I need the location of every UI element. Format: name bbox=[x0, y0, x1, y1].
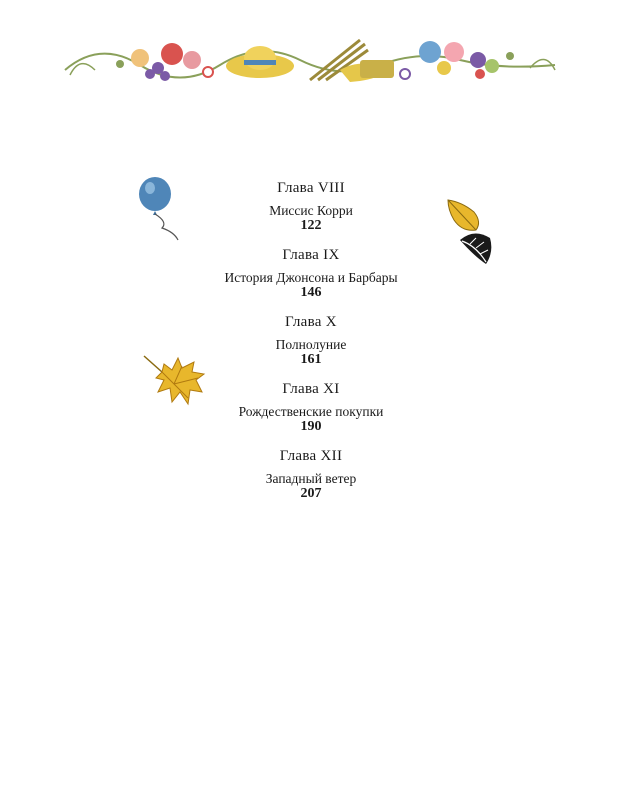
chapter-title: История Джонсона и Барбары bbox=[224, 270, 398, 285]
page-number: 190 bbox=[300, 419, 322, 434]
chapter-heading: Глава XI bbox=[282, 381, 340, 397]
toc-entry bbox=[0, 380, 622, 434]
page-number: 207 bbox=[300, 486, 322, 501]
toc-entry bbox=[0, 179, 622, 233]
chapter-title: Миссис Корри bbox=[269, 203, 353, 218]
page-number: 146 bbox=[300, 285, 322, 300]
chapter-heading: Глава IX bbox=[282, 247, 340, 263]
chapter-heading: Глава VIII bbox=[277, 180, 345, 196]
floral-border-illustration bbox=[60, 30, 560, 92]
page-number: 161 bbox=[300, 352, 322, 367]
page-number: 122 bbox=[300, 218, 322, 233]
chapter-heading: Глава XII bbox=[279, 448, 343, 464]
chapter-title: Западный ветер bbox=[265, 471, 357, 486]
chapter-title: Полнолуние bbox=[275, 337, 347, 352]
chapter-heading: Глава X bbox=[285, 314, 337, 330]
toc-entry bbox=[0, 313, 622, 367]
chapter-title: Рождественские покупки bbox=[238, 404, 384, 419]
table-of-contents bbox=[0, 179, 622, 514]
toc-entry bbox=[0, 447, 622, 501]
toc-entry bbox=[0, 246, 622, 300]
